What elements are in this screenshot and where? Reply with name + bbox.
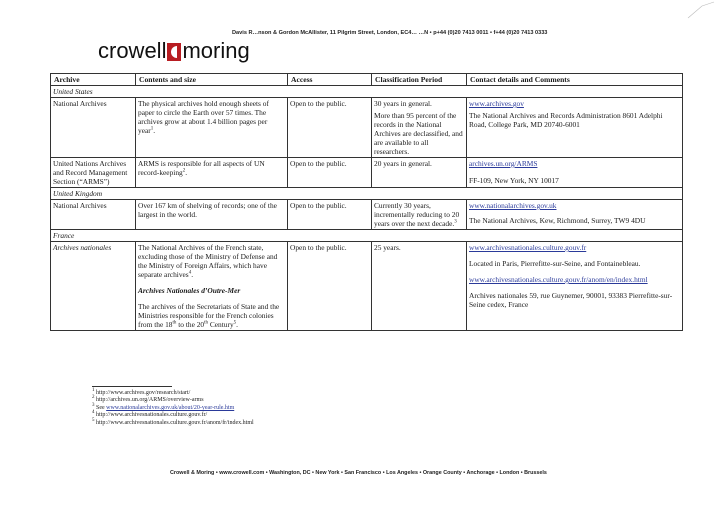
period-text: 30 years in general. [374, 99, 432, 108]
sub-archive-heading: Archives Nationales d’Outre-Mer [138, 286, 241, 295]
region-row-fr [51, 230, 683, 242]
footnote: $^2$ http://archives.un.org/ARMS/overview-arms [92, 395, 204, 404]
access-cell: Open to the public. [288, 158, 372, 188]
archive-link[interactable]: archives.un.org/ARMS [469, 159, 538, 168]
company-logo [98, 38, 250, 64]
contact-address: The National Archives and Records Administration 8601 Adelphi Road, College Park, MD 20740-6001 [469, 111, 663, 129]
archive-link[interactable]: www.archives.gov [469, 99, 524, 108]
archives-table [50, 73, 683, 331]
archive-name: National Archives [51, 200, 136, 230]
contact-address: FF-109, New York, NY 10017 [469, 176, 559, 185]
contact-address: The National Archives, Kew, Richmond, Surrey, TW9 4DU [469, 216, 646, 225]
footnote-divider [92, 386, 172, 387]
region-label: United States [51, 86, 683, 98]
period-cell: 20 years in general. [372, 158, 467, 188]
access-cell: Open to the public. [288, 242, 372, 331]
contact-cell [467, 98, 683, 158]
table-header-row [51, 74, 683, 86]
contents-cell: The National Archives of the French state, excluding those of the Ministry of Defense and the Ministry of Foreign Affairs, which have separate archives$^4$. Archives Nationales d’Outre-Mer The archives of the Secretariats of State and the Ministries responsible for the French colonies from the 18th to the 20th Century$^5$. [136, 242, 288, 331]
letterhead-address: Davis R…nson & Gordon McAllister, 11 Pilgrim Street, London, EC4… …N • p+44 (0)20 7413 0011 • f+44 (0)20 7413 0333 [232, 30, 548, 36]
contact-cell [467, 242, 683, 331]
logo-text-right: moring [182, 38, 250, 63]
header-archive: Archive [51, 74, 136, 86]
footnote: $^1$ http://www.archives.gov/research/start/ [92, 388, 191, 396]
archive-name: Archives nationales [51, 242, 136, 331]
period-cell [372, 98, 467, 158]
archive-link-outre-mer[interactable]: www.archivesnationales.culture.gouv.fr/anom/en/index.html [469, 275, 648, 284]
region-label: United Kingdom [51, 188, 683, 200]
contact-cell [467, 158, 683, 188]
region-label: France [51, 230, 683, 242]
page-footer: Crowell & Moring • www.crowell.com • Washington, DC • New York • San Francisco • Los Angeles • Orange County • Anchorage • London • Brussels [170, 470, 547, 476]
footnotes [92, 390, 254, 427]
logo-mark-icon [167, 43, 181, 61]
logo-text-left: crowell [98, 38, 167, 63]
table-row [51, 158, 683, 188]
footnote: $^5$ http://www.archivesnationales.culture.gouv.fr/anom/fr/index.html [92, 417, 254, 426]
period-note: More than 95 percent of the records in the National Archives are declassified, and are available to all researchers. [374, 111, 463, 156]
region-row-us [51, 86, 683, 98]
period-cell: Currently 30 years, incrementally reducing to 20 years over the next decade.$^3$ [372, 200, 467, 230]
table-row [51, 200, 683, 230]
header-access: Access [288, 74, 372, 86]
header-contents: Contents and size [136, 74, 288, 86]
period-cell: 25 years. [372, 242, 467, 331]
page-corner-scribble-icon [680, 0, 720, 20]
footnote: $^4$ http://www.archivesnationales.culture.gouv.fr/ [92, 410, 208, 419]
footnote: $^3$ See www.nationalarchives.gov.uk/about/20-year-rule.htm [92, 402, 235, 411]
contact-address: Archives nationales 59, rue Guynemer, 90001, 93383 Pierrefitte-sur-Seine cedex, France [469, 291, 673, 309]
archive-name: United Nations Archives and Record Management Section (“ARMS”) [51, 158, 136, 188]
access-cell: Open to the public. [288, 98, 372, 158]
archive-link[interactable]: www.nationalarchives.gov.uk [469, 201, 557, 210]
header-contact: Contact details and Comments [467, 74, 683, 86]
access-cell: Open to the public. [288, 200, 372, 230]
archive-name: National Archives [51, 98, 136, 158]
contents-cell: Over 167 km of shelving of records; one of the largest in the world. [136, 200, 288, 230]
footnote-link[interactable]: www.nationalarchives.gov.uk/about/20-year-rule.htm [106, 404, 235, 411]
region-row-uk [51, 188, 683, 200]
header-classification-period: Classification Period [372, 74, 467, 86]
contents-cell: ARMS is responsible for all aspects of UN record-keeping$^2$. [136, 158, 288, 188]
archive-link[interactable]: www.archivesnationales.culture.gouv.fr [469, 243, 587, 252]
table-row [51, 98, 683, 158]
location-text: Located in Paris, Pierrefitte-sur-Seine, and Fontainebleau. [469, 259, 641, 268]
contents-cell: The physical archives hold enough sheets of paper to circle the Earth over 57 times. The archives grow at about 1.4 billion pages per year$^1$. [136, 98, 288, 158]
contact-cell [467, 200, 683, 230]
table-row [51, 242, 683, 331]
